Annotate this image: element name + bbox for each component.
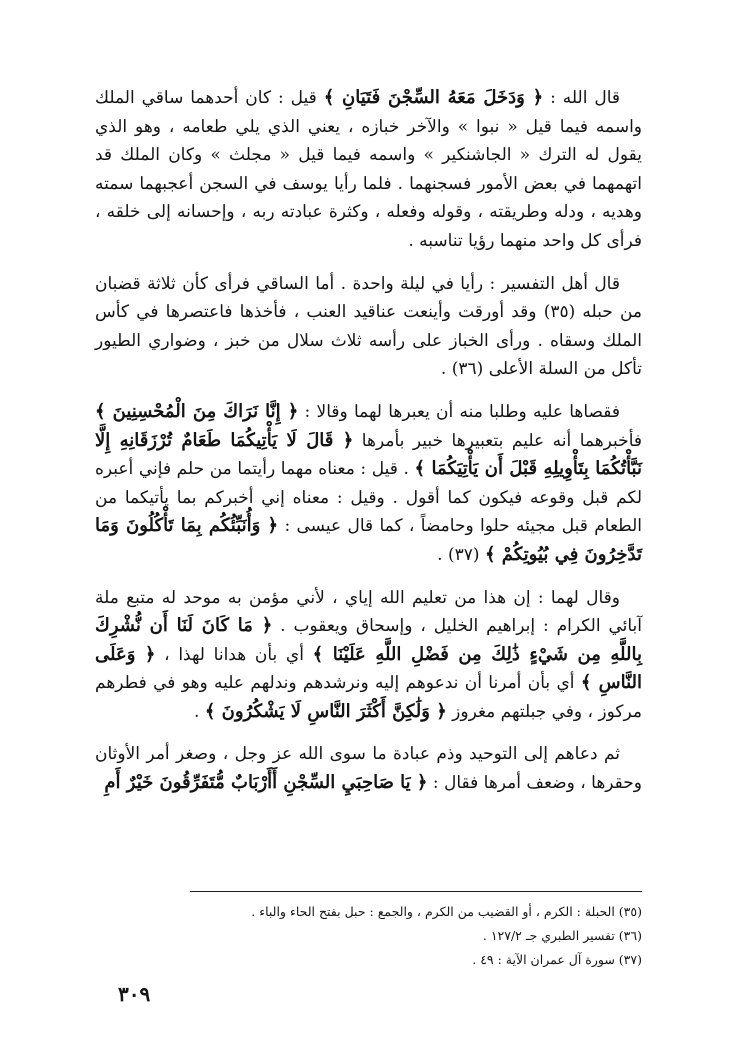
text-segment: أي بأن أمرنا أن ندعوهم إليه ونرشدهم وندلهم عليه وهو في فطرهم مركوز ، وفي جبلتهم مغروز <box>95 673 642 722</box>
text-segment: . <box>440 359 447 380</box>
footnotes <box>190 900 642 972</box>
quran-verse: ﴿ إِنَّا نَرَاكَ مِنَ الْمُحْسِنِينَ ﴾ <box>95 400 299 422</box>
text-segment: . <box>437 544 443 565</box>
footnote: (٣٦) تفسير الطبري جـ ١٢٧/٢ . <box>482 928 642 943</box>
paragraph <box>95 740 642 797</box>
paragraph <box>95 84 642 256</box>
quran-verse: ﴿ يَا صَاحِبَيِ السِّجْنِ أَأَرْبَابٌ مُّتَفَرِّقُونَ خَيْرٌ أَمِ <box>104 772 428 794</box>
paragraph <box>95 398 642 570</box>
main-text <box>95 84 642 812</box>
footnote-divider <box>190 891 642 892</box>
footnote-reference: (٣٦) <box>451 359 484 380</box>
footnote: (٣٧) سورة آل عمران الآية : ٤٩ . <box>472 952 642 967</box>
paragraph <box>95 270 642 384</box>
text-segment: فأخبرهما أنه عليم بتعبيرها خبير بأمرها <box>353 430 642 451</box>
text-segment: وقال لهما : إن هذا من تعليم الله إياي ، لأني مؤمن به موحد له متبع ملة آبائي الكرام : إبراهيم الخليل ، وإسحاق ويعقوب . <box>95 587 643 637</box>
text-segment: فقصاها عليه وطلبا منه أن يعبرها لهما وقالا : <box>298 401 620 422</box>
footnote-reference: (٣٥) <box>543 302 576 323</box>
paragraph <box>95 584 642 727</box>
page-number: ٣٠٩ <box>118 982 151 1006</box>
text-segment: . <box>194 701 200 722</box>
quran-verse: ﴿ قَالَ لَا يَأْتِيكُمَا طَعَامٌ تُرْزَقَانِهِ إِلَّا نَبَّأْتُكُمَا بِتَأْوِيلِهِ قَبْلَ أَن يَأْتِيَكُمَا ﴾ <box>95 429 642 480</box>
footnote-reference: (٣٧) <box>447 544 480 565</box>
quran-verse: ﴿ وَأُنَبِّئُكُم بِمَا تَأْكُلُونَ وَمَا تَدَّخِرُونَ فِي بُيُوتِكُمْ ﴾ <box>95 515 642 565</box>
text-segment: قيل : كان أحدهما ساقي الملك واسمه فيما قيل « نبوا » والآخر خبازه ، يعني الذي يلي طعامه ، وهو الذي يقول له الترك « الجاشنكير » واسمه فيما قيل « مجلث » وكان الملك قد اتهمهما في بعض الأمور فسجنهما . فلما رأيا يوسف في السجن أعجبهما سمته وهديه ، ودله وطريقته ، وقوله وفعله ، وكثرة عبادته ربه ، وإحسانه إلى خلقه ، فرأى كل واحد منهما رؤيا تناسبه . <box>95 88 642 251</box>
quran-verse: ﴿ وَدَخَلَ مَعَهُ السِّجْنَ فَتَيَانِ ﴾ <box>323 87 544 108</box>
text-segment: قال أهل التفسير : رأيا في ليلة واحدة . أما الساقي فرأى كأن ثلاثة قضبان من حبله <box>95 273 643 323</box>
text-segment: قال الله : <box>543 88 621 108</box>
footnote: (٣٥) الحبلة : الكرم ، أو القضيب من الكرم ، والجمع : حبل بفتح الحاء والباء . <box>251 904 642 919</box>
quran-verse: ﴿ مَا كَانَ لَنَا أَن نُّشْرِكَ بِاللَّهِ مِن شَيْءٍ ذَٰلِكَ مِن فَضْلِ اللَّهِ عَلَيْنَا ﴾ <box>95 615 642 665</box>
text-segment: . قيل : معناه مهما رأيتما من حلم فإني أعبره لكم قبل وقوعه فيكون كما أقول . وقيل : معناه إني أخبركم بما يأتيكما من الطعام قبل مجيئه حلوا وحامضاً ، كما قال عيسى : <box>95 459 642 537</box>
quran-verse: ﴿ وَعَلَى النَّاسِ ﴾ <box>95 643 643 694</box>
text-segment: وقد أورقت وأينعت عناقيد العنب ، فأخذها فاعتصرها في كأس الملك وسقاه . ورأى الخباز على رأسه ثلاث سلال من خبز ، وضواري الطيور تأكل من السلة الأعلى <box>95 302 642 380</box>
text-segment: أي بأن هدانا لهذا ، <box>155 644 304 665</box>
quran-verse: ﴿ وَلَٰكِنَّ أَكْثَرَ النَّاسِ لَا يَشْكُرُونَ ﴾ <box>204 700 447 722</box>
text-segment: ثم دعاهم إلى التوحيد وذم عبادة ما سوى الله عز وجل ، وصغر أمر الأوثان وحقرها ، وضعف أمرها فقال : <box>95 744 642 794</box>
